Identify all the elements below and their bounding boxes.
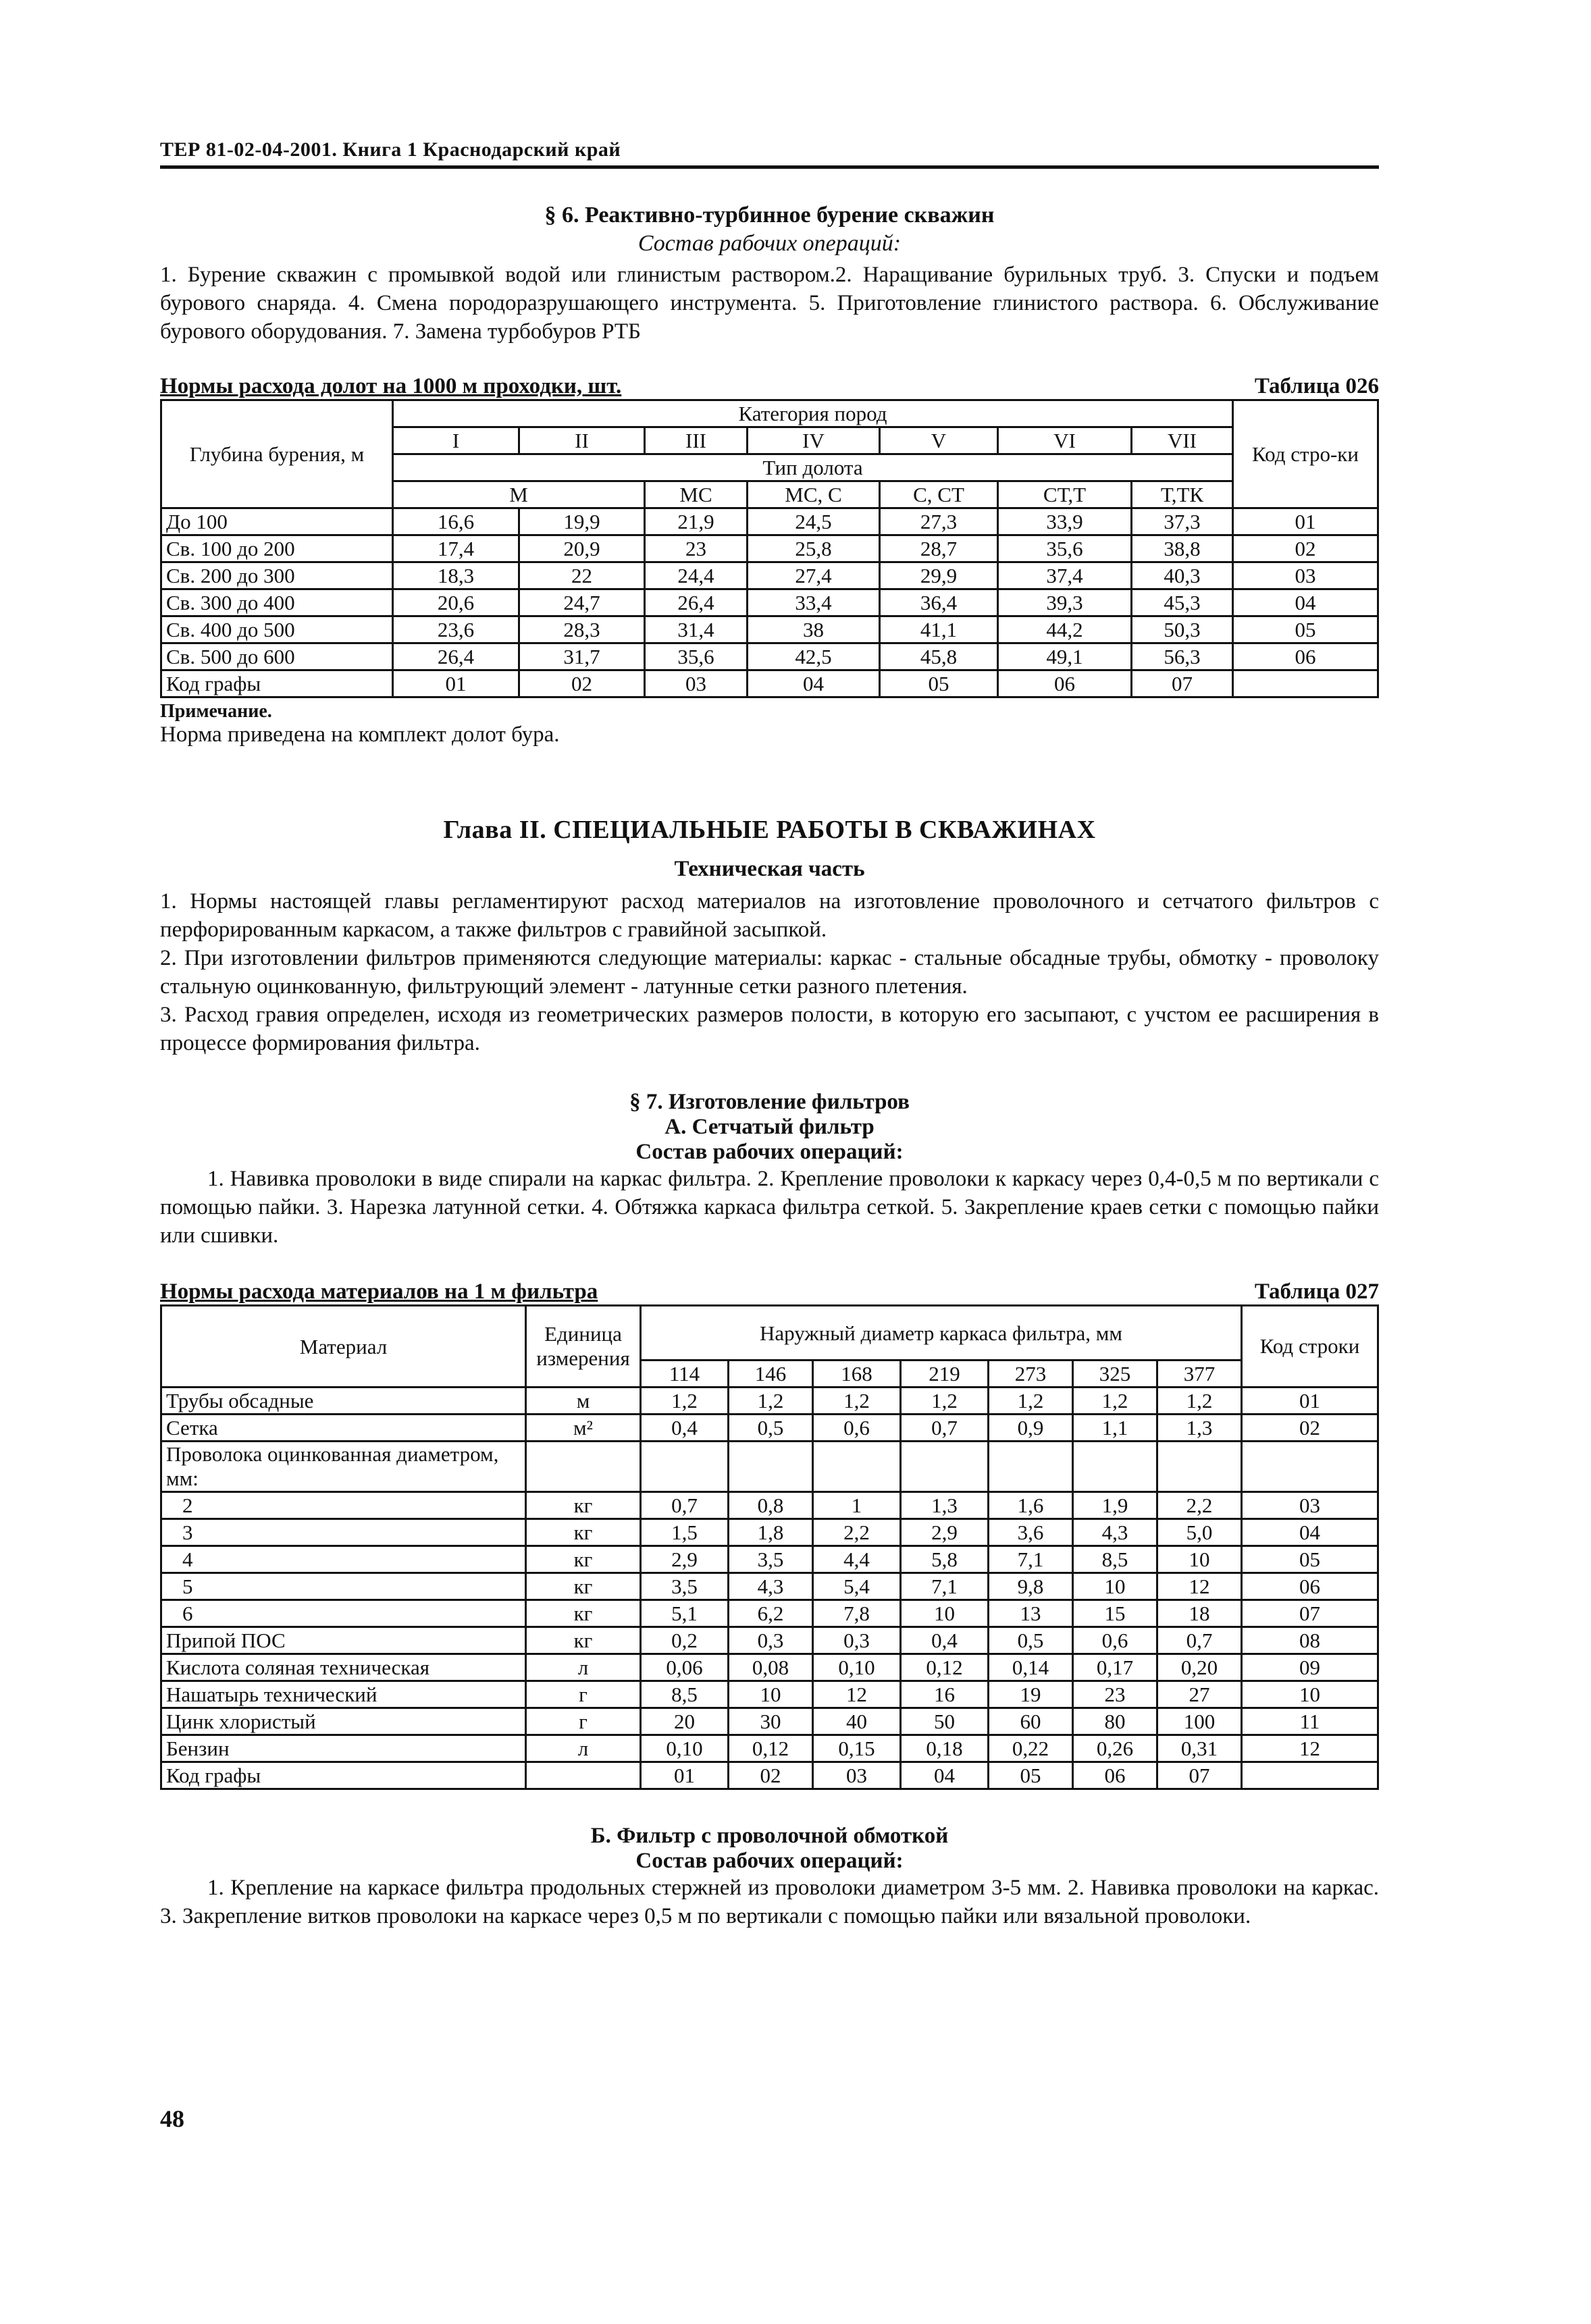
norm-value-cell: 4,3 [1073, 1519, 1157, 1546]
table-026 [160, 399, 1379, 698]
norm-value-cell: 0,5 [729, 1415, 813, 1442]
unit-cell: м [526, 1388, 641, 1415]
norm-value-cell: 6,2 [729, 1600, 813, 1627]
table-026-number: Таблица 026 [1254, 374, 1379, 398]
material-cell: 6 [161, 1600, 526, 1627]
norm-value-cell: 0,18 [901, 1735, 989, 1762]
norm-value-cell: 60 [989, 1708, 1073, 1735]
norm-value-cell: 45,8 [880, 643, 998, 670]
norm-value-cell: 19 [989, 1681, 1073, 1708]
technical-part-text [160, 887, 1379, 1057]
unit-cell: л [526, 1654, 641, 1681]
diameter-cell: 273 [989, 1361, 1073, 1388]
norm-value-cell: 0,10 [813, 1654, 901, 1681]
table-026-note-text: Норма приведена на комплект долот бура. [160, 722, 560, 747]
norm-value-cell: 7,1 [901, 1573, 989, 1600]
norm-value-cell: 16,6 [393, 508, 519, 535]
norm-value-cell: 22 [519, 562, 645, 589]
unit-cell: м² [526, 1415, 641, 1442]
table-row [161, 616, 1378, 643]
norm-value-cell: 0,7 [901, 1415, 989, 1442]
norm-value-cell: 5,4 [813, 1573, 901, 1600]
table-row [161, 1573, 1378, 1600]
norm-value-cell: 10 [1073, 1573, 1157, 1600]
section-6-ops-text: 1. Бурение скважин с промывкой водой или глинистым раствором.2. Наращивание бурильных труб. 3. Спуски и подъем бурового снаряда. 4. Смена породоразрушающего инструмента. 5. Приготовление глинистого раствора. 6. Обслуживание бурового оборудования. 7. Замена турбобуров РТБ [160, 263, 1379, 344]
norm-value-cell: 31,4 [645, 616, 748, 643]
bit-type-cell: С, СТ [880, 481, 998, 508]
table-026-caption-row [160, 374, 1379, 399]
material-cell: Трубы обсадные [161, 1388, 526, 1415]
row-code-cell: 02 [1233, 535, 1378, 562]
norm-value-cell: 10 [1157, 1546, 1242, 1573]
norm-value-cell: 7,8 [813, 1600, 901, 1627]
norm-value-cell: 0,5 [989, 1627, 1073, 1654]
norm-value-cell: 1,2 [813, 1388, 901, 1415]
rock-category-cell: V [880, 427, 998, 454]
unit-cell: кг [526, 1519, 641, 1546]
norm-value-cell: 41,1 [880, 616, 998, 643]
norm-value-cell: 15 [1073, 1600, 1157, 1627]
norm-value-cell: 20,9 [519, 535, 645, 562]
norm-value-cell: 1,2 [1073, 1388, 1157, 1415]
section-6-title: § 6. Реактивно-турбинное бурение скважин [544, 203, 995, 228]
norm-value-cell: 24,4 [645, 562, 748, 589]
tech-paragraph-1: 1. Нормы настоящей главы регламентируют расход материалов на изготовление проволочного и сетчатого фильтров с перфорированным каркасом, а также фильтров с гравийной засыпкой. [160, 889, 1379, 942]
norm-value-cell: 0,9 [989, 1415, 1073, 1442]
depth-range-cell: Св. 500 до 600 [161, 643, 393, 670]
row-code-cell: 01 [1242, 1388, 1378, 1415]
header-bit-type: Тип долота [393, 454, 1233, 481]
graph-code-cell: 04 [901, 1762, 989, 1789]
empty-cell [1242, 1762, 1378, 1789]
norm-value-cell: 1,8 [729, 1519, 813, 1546]
norm-value-cell: 1,2 [1157, 1388, 1242, 1415]
depth-range-cell: Св. 400 до 500 [161, 616, 393, 643]
graph-code-cell: 07 [1132, 670, 1233, 697]
row-code-cell: 07 [1242, 1600, 1378, 1627]
graph-code-cell: 03 [645, 670, 748, 697]
norm-value-cell: 18,3 [393, 562, 519, 589]
section-6 [160, 203, 1379, 346]
graph-code-cell: 03 [813, 1762, 901, 1789]
unit-cell: л [526, 1735, 641, 1762]
graph-code-row [161, 670, 1378, 697]
section-6-ops-heading: Состав рабочих операций: [637, 231, 902, 256]
row-code-cell: 10 [1242, 1681, 1378, 1708]
norm-value-cell: 33,4 [748, 589, 880, 616]
material-cell: Сетка [161, 1415, 526, 1442]
norm-value-cell: 0,12 [729, 1735, 813, 1762]
diameter-cell: 377 [1157, 1361, 1242, 1388]
graph-code-cell: 05 [989, 1762, 1073, 1789]
empty-cell [1233, 670, 1378, 697]
table-row [161, 1654, 1378, 1681]
row-code-cell: 03 [1242, 1492, 1378, 1519]
norm-value-cell: 36,4 [880, 589, 998, 616]
norm-value-cell: 23 [645, 535, 748, 562]
row-code-cell: 03 [1233, 562, 1378, 589]
norm-value-cell: 35,6 [998, 535, 1132, 562]
norm-value-cell: 27,4 [748, 562, 880, 589]
norm-value-cell: 1,3 [1157, 1415, 1242, 1442]
diameter-cell: 219 [901, 1361, 989, 1388]
norm-value-cell: 0,6 [1073, 1627, 1157, 1654]
norm-value-cell: 23 [1073, 1681, 1157, 1708]
chapter-2 [160, 815, 1379, 1057]
norm-value-cell: 0,17 [1073, 1654, 1157, 1681]
norm-value-cell: 0,14 [989, 1654, 1073, 1681]
material-cell: 4 [161, 1546, 526, 1573]
table-row [161, 643, 1378, 670]
norm-value-cell: 80 [1073, 1708, 1157, 1735]
table-row [161, 535, 1378, 562]
graph-code-cell: 05 [880, 670, 998, 697]
section-7a-ops-text: 1. Навивка проволоки в виде спирали на каркас фильтра. 2. Крепление проволоки к каркасу через 0,4-0,5 м по вертикали с помощью пайки. 3. Нарезка латунной сетки. 4. Обтяжка каркаса фильтра сеткой. 5. Закрепление краев сетки с помощью пайки или сшивки. [160, 1167, 1379, 1248]
norm-value-cell: 10 [729, 1681, 813, 1708]
tech-paragraph-3: 3. Расход гравия определен, исходя из геометрических размеров полости, в которую его засыпают, с учстом ее расширения в процессе формирования фильтра. [160, 1003, 1379, 1055]
norm-value-cell: 30 [729, 1708, 813, 1735]
norm-value-cell [1073, 1442, 1157, 1492]
graph-code-row [161, 1762, 1378, 1789]
norm-value-cell: 0,3 [729, 1627, 813, 1654]
table-row [161, 1388, 1378, 1415]
norm-value-cell: 45,3 [1132, 589, 1233, 616]
table-027-caption-row [160, 1279, 1379, 1304]
material-cell: Проволока оцинкованная диаметром, мм: [161, 1442, 526, 1492]
norm-value-cell: 26,4 [393, 643, 519, 670]
norm-value-cell: 0,10 [641, 1735, 729, 1762]
graph-code-cell: 01 [393, 670, 519, 697]
table-row [161, 508, 1378, 535]
table-026-block [160, 374, 1379, 747]
row-code-cell: 04 [1242, 1519, 1378, 1546]
norm-value-cell: 1,2 [901, 1388, 989, 1415]
norm-value-cell: 2,9 [901, 1519, 989, 1546]
unit-cell: кг [526, 1600, 641, 1627]
row-code-cell: 11 [1242, 1708, 1378, 1735]
row-code-cell: 05 [1233, 616, 1378, 643]
row-code-cell: 04 [1233, 589, 1378, 616]
header-rock-category: Категория пород [393, 400, 1233, 427]
norm-value-cell: 0,6 [813, 1415, 901, 1442]
diameter-cell: 114 [641, 1361, 729, 1388]
norm-value-cell: 3,6 [989, 1519, 1073, 1546]
norm-value-cell: 3,5 [729, 1546, 813, 1573]
section-7b-ops-text: 1. Крепление на каркасе фильтра продольных стержней из проволоки диаметром 3-5 мм. 2. Навивка проволоки на каркас. 3. Закрепление витков проволоки на каркасе через 0,5 м по вертикали с помощью пайки или вязальной проволоки. [160, 1876, 1379, 1928]
norm-value-cell: 37,4 [998, 562, 1132, 589]
unit-cell: кг [526, 1573, 641, 1600]
empty-cell [526, 1762, 641, 1789]
table-row [161, 1415, 1378, 1442]
bit-type-cell: МС, С [748, 481, 880, 508]
norm-value-cell: 8,5 [1073, 1546, 1157, 1573]
norm-value-cell: 27 [1157, 1681, 1242, 1708]
header-row-code: Код стро-ки [1233, 400, 1378, 508]
rock-category-cell: I [393, 427, 519, 454]
material-cell: 5 [161, 1573, 526, 1600]
norm-value-cell: 26,4 [645, 589, 748, 616]
norm-value-cell: 16 [901, 1681, 989, 1708]
norm-value-cell: 7,1 [989, 1546, 1073, 1573]
norm-value-cell: 50,3 [1132, 616, 1233, 643]
norm-value-cell: 20 [641, 1708, 729, 1735]
norm-value-cell: 0,8 [729, 1492, 813, 1519]
table-027 [160, 1304, 1379, 1790]
norm-value-cell: 23,6 [393, 616, 519, 643]
depth-range-cell: Св. 300 до 400 [161, 589, 393, 616]
norm-value-cell: 40,3 [1132, 562, 1233, 589]
norm-value-cell: 35,6 [645, 643, 748, 670]
norm-value-cell: 38 [748, 616, 880, 643]
unit-cell: кг [526, 1492, 641, 1519]
bit-type-cell: Т,ТК [1132, 481, 1233, 508]
table-027-block [160, 1279, 1379, 1790]
norm-value-cell: 37,3 [1132, 508, 1233, 535]
graph-code-cell: 01 [641, 1762, 729, 1789]
table-row [161, 1627, 1378, 1654]
depth-range-cell: До 100 [161, 508, 393, 535]
bit-type-cell: СТ,Т [998, 481, 1132, 508]
norm-value-cell: 29,9 [880, 562, 998, 589]
unit-cell [526, 1442, 641, 1492]
norm-value-cell: 9,8 [989, 1573, 1073, 1600]
norm-value-cell: 0,20 [1157, 1654, 1242, 1681]
norm-value-cell: 5,0 [1157, 1519, 1242, 1546]
rock-category-cell: VII [1132, 427, 1233, 454]
norm-value-cell: 12 [1157, 1573, 1242, 1600]
norm-value-cell [989, 1442, 1073, 1492]
norm-value-cell: 17,4 [393, 535, 519, 562]
norm-value-cell: 39,3 [998, 589, 1132, 616]
norm-value-cell: 18 [1157, 1600, 1242, 1627]
table-026-caption: Нормы расхода долот на 1000 м проходки, шт. [160, 374, 622, 398]
norm-value-cell: 2,2 [813, 1519, 901, 1546]
norm-value-cell: 8,5 [641, 1681, 729, 1708]
graph-code-cell: 02 [519, 670, 645, 697]
header-frame-diameter: Наружный диаметр каркаса фильтра, мм [641, 1306, 1242, 1361]
material-cell: 2 [161, 1492, 526, 1519]
depth-range-cell: Св. 100 до 200 [161, 535, 393, 562]
norm-value-cell: 31,7 [519, 643, 645, 670]
diameter-cell: 168 [813, 1361, 901, 1388]
table-row [161, 1735, 1378, 1762]
norm-value-cell: 5,1 [641, 1600, 729, 1627]
norm-value-cell: 27,3 [880, 508, 998, 535]
table-row [161, 1600, 1378, 1627]
rock-category-cell: IV [748, 427, 880, 454]
technical-part-title: Техническая часть [674, 857, 865, 881]
norm-value-cell: 10 [901, 1600, 989, 1627]
unit-cell: кг [526, 1546, 641, 1573]
table-row [161, 1519, 1378, 1546]
norm-value-cell: 0,08 [729, 1654, 813, 1681]
norm-value-cell: 24,5 [748, 508, 880, 535]
norm-value-cell: 28,3 [519, 616, 645, 643]
graph-code-cell: 07 [1157, 1762, 1242, 1789]
norm-value-cell: 50 [901, 1708, 989, 1735]
norm-value-cell: 5,8 [901, 1546, 989, 1573]
graph-code-cell: 04 [748, 670, 880, 697]
depth-range-cell: Св. 200 до 300 [161, 562, 393, 589]
norm-value-cell: 4,3 [729, 1573, 813, 1600]
norm-value-cell: 13 [989, 1600, 1073, 1627]
norm-value-cell: 3,5 [641, 1573, 729, 1600]
header-material: Материал [161, 1306, 526, 1388]
norm-value-cell: 1,2 [729, 1388, 813, 1415]
norm-value-cell: 21,9 [645, 508, 748, 535]
table-row [161, 589, 1378, 616]
header-depth: Глубина бурения, м [161, 400, 393, 508]
material-cell: Цинк хлористый [161, 1708, 526, 1735]
graph-code-cell: 06 [1073, 1762, 1157, 1789]
tech-paragraph-2: 2. При изготовлении фильтров применяются следующие материалы: каркас - стальные обсадные трубы, обмотку - проволоку стальную оцинкованную, фильтрующий элемент - латунные сетки разного плетения. [160, 946, 1379, 999]
row-code-cell [1242, 1442, 1378, 1492]
table-027-number: Таблица 027 [1254, 1279, 1379, 1304]
norm-value-cell: 0,12 [901, 1654, 989, 1681]
running-header: ТЕР 81-02-04-2001. Книга 1 Краснодарский край [160, 138, 1379, 169]
diameter-cell: 325 [1073, 1361, 1157, 1388]
rock-category-cell: II [519, 427, 645, 454]
rock-category-cell: III [645, 427, 748, 454]
norm-value-cell [901, 1442, 989, 1492]
section-7b [160, 1824, 1379, 1930]
diameter-cell: 146 [729, 1361, 813, 1388]
norm-value-cell: 1,1 [1073, 1415, 1157, 1442]
chapter-2-title: Глава II. СПЕЦИАЛЬНЫЕ РАБОТЫ В СКВАЖИНАХ [443, 816, 1096, 844]
norm-value-cell: 40 [813, 1708, 901, 1735]
norm-value-cell [641, 1442, 729, 1492]
norm-value-cell: 1,2 [641, 1388, 729, 1415]
norm-value-cell: 1,3 [901, 1492, 989, 1519]
rock-category-cell: VI [998, 427, 1132, 454]
norm-value-cell: 0,31 [1157, 1735, 1242, 1762]
unit-cell: г [526, 1681, 641, 1708]
document-page [160, 138, 1379, 1930]
norm-value-cell: 0,7 [1157, 1627, 1242, 1654]
table-027-caption: Нормы расхода материалов на 1 м фильтра [160, 1279, 598, 1304]
norm-value-cell: 44,2 [998, 616, 1132, 643]
table-row [161, 1492, 1378, 1519]
table-row [161, 1546, 1378, 1573]
norm-value-cell: 1,9 [1073, 1492, 1157, 1519]
norm-value-cell: 1 [813, 1492, 901, 1519]
material-cell: 3 [161, 1519, 526, 1546]
material-cell: Нашатырь технический [161, 1681, 526, 1708]
graph-code-label: Код графы [161, 1762, 526, 1789]
section-7b-title: Б. Фильтр с проволочной обмоткой [590, 1824, 949, 1848]
row-code-cell: 09 [1242, 1654, 1378, 1681]
norm-value-cell: 2,9 [641, 1546, 729, 1573]
norm-value-cell: 1,6 [989, 1492, 1073, 1519]
norm-value-cell: 0,7 [641, 1492, 729, 1519]
norm-value-cell: 0,4 [901, 1627, 989, 1654]
material-cell: Припой ПОС [161, 1627, 526, 1654]
graph-code-cell: 06 [998, 670, 1132, 697]
norm-value-cell: 24,7 [519, 589, 645, 616]
material-cell: Бензин [161, 1735, 526, 1762]
norm-value-cell: 42,5 [748, 643, 880, 670]
norm-value-cell: 100 [1157, 1708, 1242, 1735]
norm-value-cell: 0,4 [641, 1415, 729, 1442]
unit-cell: кг [526, 1627, 641, 1654]
norm-value-cell: 2,2 [1157, 1492, 1242, 1519]
norm-value-cell [1157, 1442, 1242, 1492]
row-code-cell: 06 [1242, 1573, 1378, 1600]
norm-value-cell: 1,2 [989, 1388, 1073, 1415]
section-7 [160, 1090, 1379, 1250]
norm-value-cell: 20,6 [393, 589, 519, 616]
bit-type-cell: МС [645, 481, 748, 508]
section-7a-ops-heading: Состав рабочих операций: [635, 1140, 904, 1164]
row-code-cell: 01 [1233, 508, 1378, 535]
norm-value-cell: 4,4 [813, 1546, 901, 1573]
unit-cell: г [526, 1708, 641, 1735]
norm-value-cell: 33,9 [998, 508, 1132, 535]
row-code-cell: 02 [1242, 1415, 1378, 1442]
page-number: 48 [160, 2105, 184, 2132]
material-cell: Кислота соляная техническая [161, 1654, 526, 1681]
row-code-cell: 05 [1242, 1546, 1378, 1573]
norm-value-cell: 25,8 [748, 535, 880, 562]
norm-value-cell: 49,1 [998, 643, 1132, 670]
norm-value-cell: 0,26 [1073, 1735, 1157, 1762]
header-unit: Единица измерения [526, 1306, 641, 1388]
norm-value-cell: 0,22 [989, 1735, 1073, 1762]
norm-value-cell: 12 [813, 1681, 901, 1708]
row-code-cell: 06 [1233, 643, 1378, 670]
bit-type-cell: М [393, 481, 645, 508]
table-026-note-title: Примечание. [160, 701, 272, 722]
section-7a-title: А. Сетчатый фильтр [664, 1115, 875, 1139]
norm-value-cell: 0,3 [813, 1627, 901, 1654]
norm-value-cell [813, 1442, 901, 1492]
graph-code-cell: 02 [729, 1762, 813, 1789]
norm-value-cell: 0,06 [641, 1654, 729, 1681]
norm-value-cell: 0,2 [641, 1627, 729, 1654]
norm-value-cell [729, 1442, 813, 1492]
norm-value-cell: 0,15 [813, 1735, 901, 1762]
graph-code-label: Код графы [161, 670, 393, 697]
norm-value-cell: 1,5 [641, 1519, 729, 1546]
row-code-cell: 12 [1242, 1735, 1378, 1762]
header-row-code: Код строки [1242, 1306, 1378, 1388]
table-row [161, 1681, 1378, 1708]
norm-value-cell: 38,8 [1132, 535, 1233, 562]
row-code-cell: 08 [1242, 1627, 1378, 1654]
table-row [161, 1442, 1378, 1492]
norm-value-cell: 56,3 [1132, 643, 1233, 670]
table-row [161, 562, 1378, 589]
section-7b-ops-heading: Состав рабочих операций: [635, 1849, 904, 1873]
norm-value-cell: 28,7 [880, 535, 998, 562]
norm-value-cell: 19,9 [519, 508, 645, 535]
section-7-title: § 7. Изготовление фильтров [629, 1090, 910, 1114]
table-row [161, 1708, 1378, 1735]
